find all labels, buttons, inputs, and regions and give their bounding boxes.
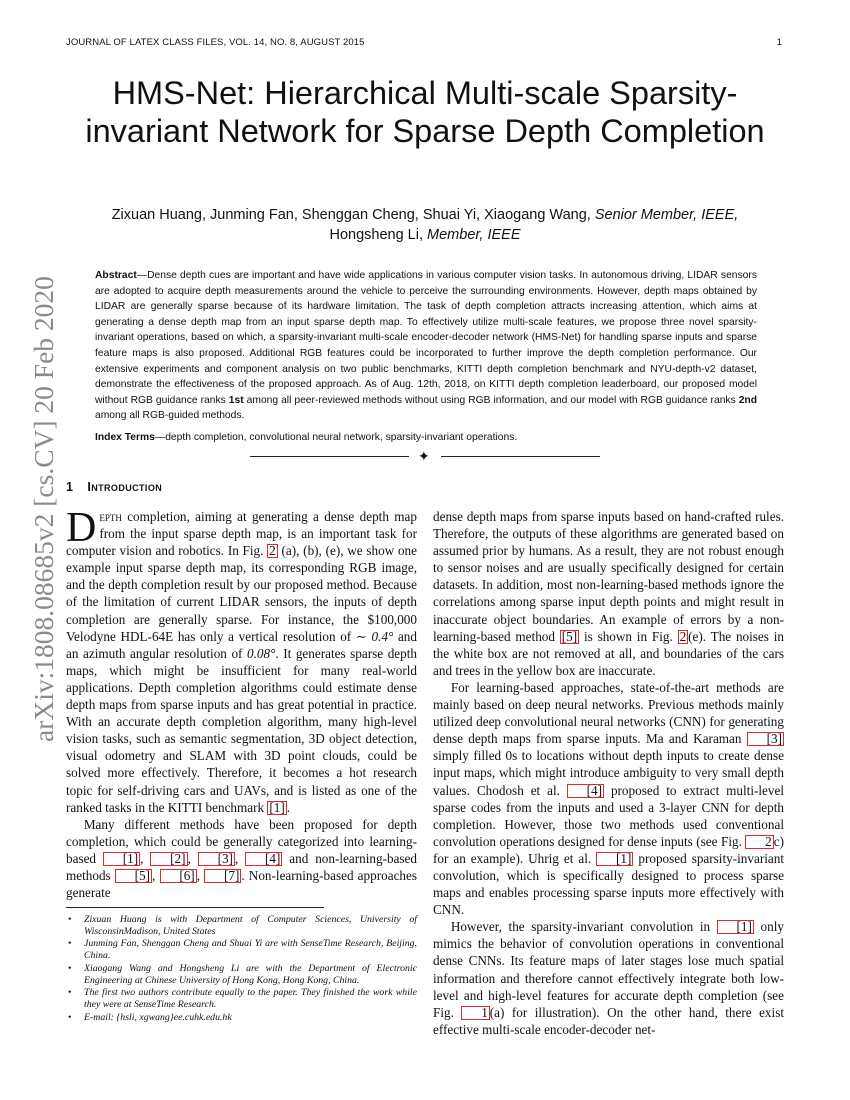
text: and non-learning-based methods [66,850,418,883]
text: only mimics the behavior of convolution operations in conventional dense CNNs. Its feature maps of later stages lose much spatial information and therefore cannot effectively integrate both low-level and high-level features for accurate depth completion (see Fig. [433,919,784,1020]
citation-link[interactable]: [4] [245,852,282,866]
footnote-item: • Xiaogang Wang and Hongsheng Li are with the Department of Electronic Engineering at Chinese University of Hong Kong, Hong Kong, China. [66,963,417,986]
figure-ref-link[interactable]: 2 [269,543,276,559]
text: (e). The noises in the white box are not removed at all, and boundaries of the cars and trees in the yellow box are inaccurate. [433,628,784,678]
authors-line1: Zixuan Huang, Junming Fan, Shenggan Cheng, Shuai Yi, Xiaogang Wang, [111,207,595,223]
text: , [140,850,151,866]
citation-link[interactable]: [3] [747,732,784,746]
text: , [187,850,198,866]
text: simply filled 0s to locations without depth inputs to create dense input maps, which might introduce ambiguity to very small depth values. Chodosh et al. [433,748,784,798]
page-number: 1 [776,37,782,48]
text: c) for an example). Uhrig et al. [433,833,784,866]
citation-link[interactable]: [1] [596,852,633,866]
citation-link[interactable]: [4] [567,784,604,798]
footnote-item: • Zixuan Huang is with Department of Computer Sciences, University of WisconsinMadison, United States [66,914,417,937]
abstract-text-end: among all RGB-guided methods. [95,410,245,422]
text: (a) for illustration). On the other hand, there exist effective multi-scale encoder-decoder net- [433,1004,784,1037]
index-terms-label: Index Terms [95,432,155,443]
body-column-left [66,505,418,901]
figure-ref-link[interactable]: 2 [679,628,687,644]
text: . It generates sparse depth maps, which might be insufficient for many real-world applications. Depth completion algorithms could estimate dense depth maps from sparse inputs and has great potential in practice. With an accurate depth completion algorithm, many high-level vision tasks, such as semantic segmentation, 3D object detection, visual odometry and SLAM with 3D point clouds, could be solved more effectively. Therefore, it becomes a hot research topic for self-driving cars and UAVs, and is listed as one of the ranked tasks in the KITTI benchmark [66,645,417,815]
text: is shown in Fig. [579,628,678,644]
citation-link[interactable]: [6] [160,869,197,883]
dropcap-continuation: epth [99,509,122,524]
math-inline: 0.08° [247,645,276,661]
abstract-text-mid: among all peer-reviewed methods without using RGB information, and our model with RGB guidance ranks [243,394,739,406]
footnote-rule [66,907,324,908]
text: proposed sparsity-invariant convolution, which is specifically designed to process sparse maps and enables processing sparse inputs more effectively with CNN. [433,850,784,918]
text: For learning-based approaches, state-of-the-art methods are mainly based on deep neural networks. Previous methods mainly utilized deep convolutional neural networks (CNN) for generating dense depth maps from sparse inputs. Ma and Karaman [433,679,784,747]
abstract-rank-2: 2nd [738,394,758,406]
author-list [80,205,770,245]
citation-link[interactable]: [7] [204,869,241,883]
section-title: Introduction [87,480,163,494]
index-terms-text: —depth completion, convolutional neural network, sparsity-invariant operations. [154,432,518,443]
text: , [196,867,205,883]
divider-diamond-icon: ✦ [418,448,430,464]
authors-line2: Hongsheng Li, [329,227,428,243]
text: . [286,799,291,815]
footnote-item: • E-mail: {hsli, xgwang}ee.cuhk.edu.hk [66,1012,417,1024]
text: dense depth maps from sparse inputs based on hand-crafted rules. Therefore, the outputs of these algorithms are generated based on assumed prior by humans. As a result, they are not robust enough to sensor noises and are usually specifically designed for certain datasets. In addition, most non-learning-based methods ignore the correlations among sparse input depth points and might result in inaccurate object boundaries. An example of errors by a non-learning-based method [433,509,784,644]
journal-info: JOURNAL OF LATEX CLASS FILES, VOL. 14, NO. 8, AUGUST 2015 [66,37,365,48]
text: , [152,867,160,883]
text: completion, aiming at generating a dense depth map from the input sparse depth map, is an important task for computer vision and robotics. In Fig. [66,509,417,559]
running-header [66,37,782,48]
text: and an azimuth angular resolution of [66,628,417,661]
index-terms [95,430,757,445]
section-heading [66,480,162,494]
author-role-2: Member, IEEE [427,227,521,243]
citation-link[interactable]: [2] [150,852,187,866]
paper-title: HMS-Net: Hierarchical Multi-scale Sparsity-invariant Network for Sparse Depth Completion [85,75,765,149]
citation-link[interactable]: [5] [561,628,578,644]
section-number: 1 [66,480,74,494]
citation-link[interactable]: [1] [717,920,754,934]
paragraph-2 [66,816,417,901]
text: , [234,850,246,866]
divider-line-left [250,456,409,457]
author-role-1: Senior Member, IEEE, [594,207,739,223]
abstract-rank-1: 1st [228,394,244,406]
text: . Non-learning-based approaches generate [66,867,417,901]
text: (a), (b), (e), we show one example input sparse depth map, its corresponding RGB image, and the depth completion result by our proposed method. Because of the limitation of current LIDAR sensors, the inputs of depth completion are generally sparse. For instance, the $100,000 Velodyne HDL-64E has only a vertical resolution of [66,543,417,644]
paragraph-5 [433,918,784,1038]
math-inline: ∼ 0.4° [355,628,394,644]
section-divider [250,448,600,464]
figure-ref-link[interactable]: 1 [461,1006,489,1020]
abstract-text: —Dense depth cues are important and have wide applications in various computer vision tasks. In autonomous driving, LIDAR sensors are adopted to acquire depth measurements around the vehicle to perceive the surrounding environments. However, depth maps obtained by LIDAR are generally sparse because of its hardware limitation. The task of depth completion attracts increasing attention, which aims at generating a dense depth map from an input sparse depth map. To effectively utilize multi-scale features, we propose three novel sparsity-invariant operations, based on which, a sparsity-invariant multi-scale encoder-decoder network (HMS-Net) for handling sparse inputs and sparse feature maps is also proposed. Additional RGB features could be incorporated to further improve the depth completion performance. Our extensive experiments and component analysis on two public benchmarks, KITTI depth completion benchmark and NYU-depth-v2 dataset, demonstrate the effectiveness of the proposed approach. As of Aug. 12th, 2018, on KITTI depth completion leaderboard, our proposed model without RGB guidance ranks [95,270,757,406]
citation-link[interactable]: [5] [115,869,152,883]
footnote-item: • Junming Fan, Shenggan Cheng and Shuai Yi are with SenseTime Research, Beijing, China. [66,938,417,961]
citation-link[interactable]: [1] [269,799,285,815]
abstract [95,268,757,424]
arxiv-stamp[interactable]: arXiv:1808.08685v2 [cs.CV] 20 Feb 2020 [28,276,59,742]
text: Many different methods have been proposed for depth completion, which could be generally categorized into learning-based [66,816,417,866]
footnote-item: • The first two authors contribute equally to the paper. They finished the work while they were at SenseTime Research. [66,987,417,1010]
divider-line-right [441,456,600,457]
citation-link[interactable]: [3] [198,852,235,866]
drop-cap: D [66,505,97,551]
figure-ref-link[interactable]: 2 [745,835,773,849]
text: proposed to extract multi-level sparse codes from the inputs and used a 3-layer CNN for depth completion. However, those two methods used conventional convolution operations designed for dense inputs (see Fig. [433,782,785,849]
paragraph-1 [66,505,417,816]
text: However, the sparsity-invariant convolution in [450,919,717,935]
paragraph-3 [433,508,784,679]
footnotes [66,914,417,1024]
citation-link[interactable]: [1] [103,852,140,866]
body-column-right [433,508,784,1038]
abstract-label: Abstract [95,270,137,281]
paragraph-4 [433,679,784,918]
